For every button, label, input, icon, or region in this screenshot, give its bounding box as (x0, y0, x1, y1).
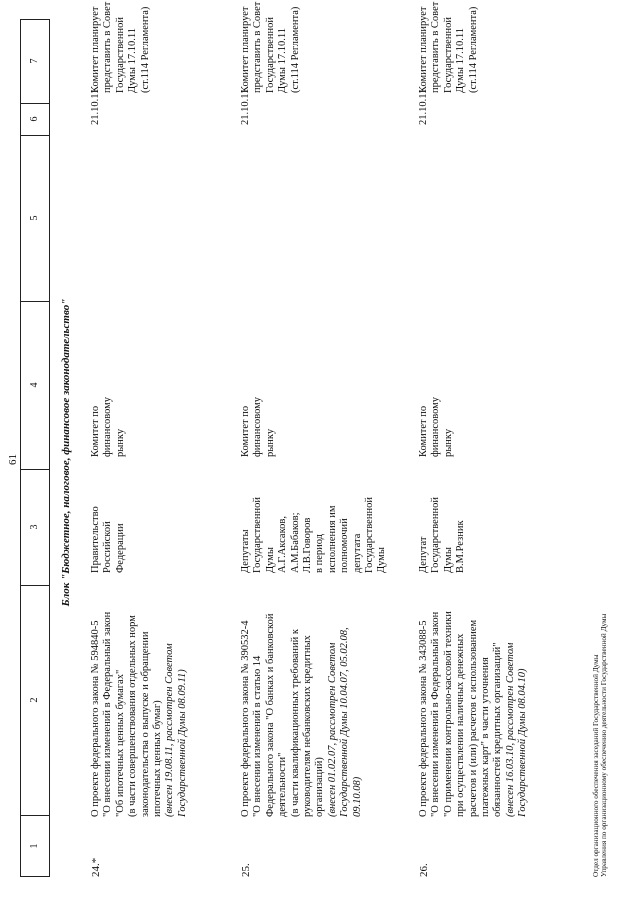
title-line: руководителям небанковских кредитных (302, 635, 314, 817)
row-initiator (418, 463, 468, 573)
title-line: О проекте федерального закона № 390532-4 (240, 620, 251, 817)
title-line: "О применении контрольно-кассовой техники (442, 611, 454, 817)
note-line: 09.10.08) (351, 776, 363, 817)
status-line: Государственной (442, 17, 454, 93)
initiator-line: в период (314, 533, 326, 573)
committee-line: рынку (114, 428, 126, 457)
title-line: "О внесении изменений в Федеральный закон (430, 611, 442, 817)
committee-line: финансовому (102, 396, 114, 457)
initiator-line: исполнения им (326, 505, 338, 573)
status-line: Государственной (114, 17, 126, 93)
committee-line: Комитет по (240, 405, 251, 457)
row-status (418, 0, 480, 93)
title-line: (в части совершенствования отдельных норм (127, 615, 139, 817)
row-status (90, 0, 152, 93)
row-committee (90, 307, 127, 457)
committee-line: финансовому (430, 396, 442, 457)
initiator-line: А.Г.Аксаков, (277, 516, 289, 573)
title-line: деятельности" (277, 752, 289, 817)
status-line: представить в Совет (252, 1, 264, 93)
title-line: Федерального закона "О банках и банковской (264, 613, 276, 817)
note-line: Государственной Думы 08.09.11) (176, 669, 188, 817)
note-line: (внесен 01.02.07, рассмотрен Советом (326, 642, 338, 817)
title-line: О проекте федерального закона № 343088-5 (418, 620, 429, 817)
initiator-line: Государственной (430, 497, 442, 573)
title-line: "О внесении изменений в Федеральный закон (102, 611, 114, 817)
block-title: Блок "Бюджетное, налоговое, финансовое законодательство" (60, 298, 72, 607)
row-committee (418, 307, 455, 457)
initiator-line: В.М.Резник (455, 520, 467, 573)
row-date: 21.10.11 (418, 88, 429, 125)
title-line: "Об ипотечных ценных бумагах" (114, 669, 126, 817)
committee-line: Комитет по (418, 405, 429, 457)
row-date: 21.10.11 (240, 88, 251, 125)
header-col-7: 7 (21, 19, 49, 104)
row-status (240, 0, 302, 93)
initiator-line: Депутаты (240, 529, 251, 573)
footer (592, 614, 608, 877)
initiator-line: Л.В.Говоров (302, 517, 314, 573)
row-initiator (90, 463, 127, 573)
table-header (20, 19, 50, 877)
title-line: "О внесении изменений в статью 14 (252, 655, 264, 817)
note-line: Государственной Думы 08.04.10) (517, 668, 529, 817)
title-line: при осуществлении наличных денежных (455, 633, 467, 817)
row-number: 24.* (90, 857, 102, 877)
header-col-6: 6 (21, 103, 49, 136)
page-number: 61 (7, 454, 19, 465)
footer-line: Отдел организационного обеспечения заседаний Государственной Думы (592, 654, 600, 877)
header-col-2: 2 (21, 585, 49, 816)
committee-line: рынку (442, 428, 454, 457)
initiator-line: Государственной (364, 497, 376, 573)
status-line: Комитет планирует (418, 6, 429, 93)
title-line: О проекте федерального закона № 594840-5 (90, 620, 101, 817)
initiator-line: А.М.Бабаков; (289, 512, 301, 573)
status-line: представить в Совет (102, 1, 114, 93)
row-number: 25. (240, 863, 252, 877)
initiator-line: депутата (351, 533, 363, 573)
header-col-5: 5 (21, 135, 49, 302)
status-line: Комитет планирует (90, 6, 101, 93)
title-line: платежных карт" в части уточнения (480, 657, 492, 817)
title-line: расчетов и (или) расчетов с использованием (467, 619, 479, 817)
title-line: обязанностей кредитных организаций" (492, 642, 504, 817)
initiator-line: Думы (376, 547, 388, 573)
initiator-line: полномочий (339, 518, 351, 573)
committee-line: рынку (264, 428, 276, 457)
note-line: Государственной Думы 10.04.07, 05.02.08, (339, 627, 351, 817)
row-committee (240, 307, 277, 457)
committee-line: Комитет по (90, 405, 101, 457)
title-line: (в части квалификационных требований к (289, 628, 301, 817)
status-line: (ст.114 Регламента) (139, 6, 151, 93)
status-line: Государственной (264, 17, 276, 93)
status-line: Комитет планирует (240, 6, 251, 93)
footer-line: Управления по организационному обеспечению деятельности Государственной Думы (600, 613, 608, 877)
status-line: (ст.114 Регламента) (467, 6, 479, 93)
row-date: 21.10.11 (90, 88, 101, 125)
initiator-line: Думы (442, 547, 454, 573)
initiator-line: Российской (102, 521, 114, 573)
initiator-line: Государственной (252, 497, 264, 573)
note-line: (внесен 19.08.11, рассмотрен Советом (164, 643, 176, 817)
row-initiator (240, 463, 389, 573)
title-line: законодательства о выпуске и обращении (139, 631, 151, 817)
initiator-line: Думы (264, 547, 276, 573)
initiator-line: Правительство (90, 506, 101, 573)
status-line: (ст.114 Регламента) (289, 6, 301, 93)
committee-line: финансовому (252, 396, 264, 457)
title-line: ипотечных ценных бумаг) (152, 700, 164, 817)
header-col-1: 1 (29, 843, 40, 849)
status-line: Думы 17.10.11 (455, 28, 467, 93)
initiator-line: Федерации (114, 523, 126, 573)
note-line: (внесен 16.03.10, рассмотрен Советом (504, 642, 516, 817)
status-line: Думы 17.10.11 (277, 28, 289, 93)
header-col-3: 3 (21, 469, 49, 586)
header-col-4: 4 (21, 301, 49, 470)
title-line: организаций) (314, 757, 326, 817)
status-line: Думы 17.10.11 (127, 28, 139, 93)
row-number: 26. (418, 863, 430, 877)
status-line: представить в Совет (430, 1, 442, 93)
initiator-line: Депутат (418, 536, 429, 573)
